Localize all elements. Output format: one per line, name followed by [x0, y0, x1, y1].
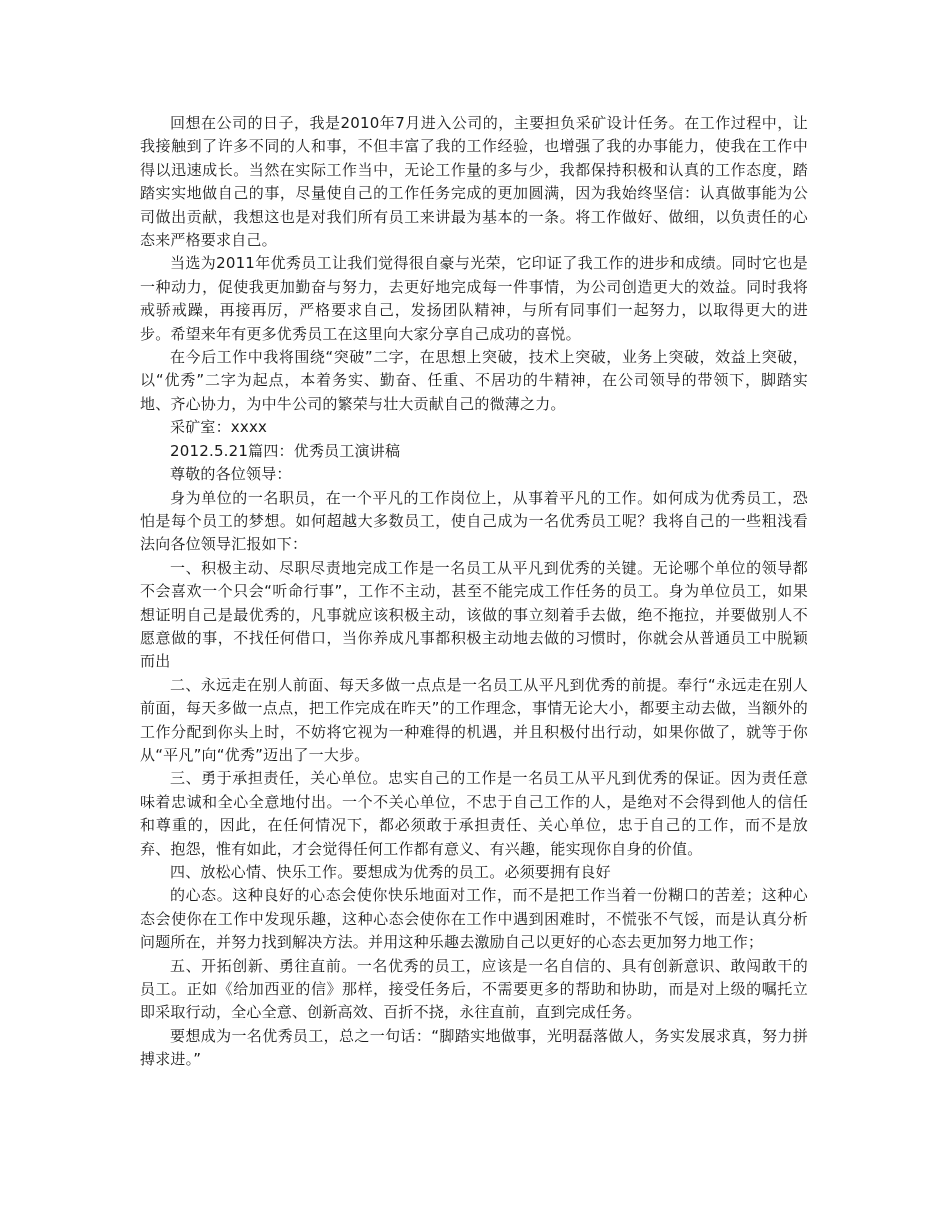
paragraph-point-four-continued: 的心态。这种良好的心态会使你快乐地面对工作，而不是把工作当着一份糊口的苦差；这种心态会使你在工作中发现乐趣，这种心态会使你在工作中遇到困难时，不慌张不气馁，而是认真分析问题所在，并努力找到解决方法。并用这种乐趣去激励自己以更好的心态去更加努力地工作；	[140, 886, 808, 952]
paragraph-point-five: 五、开拓创新、勇往直前。一名优秀的员工，应该是一名自信的、具有创新意识、敢闯敢干的员工。正如《给加西亚的信》那样，接受任务后，不需要更多的帮助和协助，而是对上级的嘱托立即采取行动，全心全意、创新高效、百折不挠，永往直前，直到完成任务。	[140, 956, 808, 1022]
paragraph-point-four: 四、放松心情、快乐工作。要想成为优秀的员工。必须要拥有良好	[170, 863, 611, 881]
paragraph-intro: 身为单位的一名职员，在一个平凡的工作岗位上，从事着平凡的工作。如何成为优秀员工，恐怕是每个员工的梦想。如何超越大多数员工，使自己成为一名优秀员工呢？我将自己的一些粗浅看法向各位领导汇报如下：	[140, 488, 808, 554]
document-body	[140, 112, 808, 1072]
paragraph-point-three: 三、勇于承担责任，关心单位。忠实自己的工作是一名员工从平凡到优秀的保证。因为责任意味着忠诚和全心全意地付出。一个不关心单位，不忠于自己工作的人，是绝对不会得到他人的信任和尊重的，因此，在任何情况下，都必须敢于承担责任、关心单位，忠于自己的工作，而不是放弃、抱怨，惟有如此，才会觉得任何工作都有意义、有兴趣，能实现你自身的价值。	[140, 769, 808, 858]
date-and-section-title: 2012.5.21篇四：优秀员工演讲稿	[170, 441, 401, 460]
paragraph-point-one: 一、积极主动、尽职尽责地完成工作是一名员工从平凡到优秀的关键。无论哪个单位的领导都不会喜欢一个只会“听命行事”，工作不主动，甚至不能完成工作任务的员工。身为单位员工，如果想证明自己是最优秀的，凡事就应该积极主动，该做的事立刻着手去做，绝不拖拉，并要做别人不愿意做的事，不找任何借口，当你养成凡事都积极主动地去做的习惯时，你就会从普通员工中脱颖而出	[140, 558, 808, 671]
paragraph-point-two: 二、永远走在别人前面、每天多做一点点是一名员工从平凡到优秀的前提。奉行“永远走在别人前面，每天多做一点点，把工作完成在昨天”的工作理念，事情无论大小，都要主动去做，当额外的工作分配到你头上时，不妨将它视为一种难得的机遇，并且积极付出行动，如果你做了，就等于你从“平凡”向“优秀”迈出了一大步。	[140, 675, 808, 764]
salutation: 尊敬的各位领导：	[170, 465, 292, 484]
paragraph-award: 当选为2011年优秀员工让我们觉得很自豪与光荣，它印证了我工作的进步和成绩。同时它也是一种动力，促使我更加勤奋与努力，去更好地完成每一件事情，为公司创造更大的效益。同时我将戒骄戒躁，再接再厉，严格要求自己，发扬团队精神，与所有同事们一起努力，以取得更大的进步。希望来年有更多优秀员工在这里向大家分享自己成功的喜悦。	[140, 254, 808, 343]
signature-department: 采矿室：xxxx	[170, 418, 268, 437]
paragraph-conclusion: 要想成为一名优秀员工，总之一句话：“脚踏实地做事，光明磊落做人，务实发展求真，努力拼搏求进。”	[140, 1026, 808, 1069]
paragraph-recollection: 回想在公司的日子，我是2010年7月进入公司的，主要担负采矿设计任务。在工作过程中，让我接触到了许多不同的人和事，不但丰富了我的工作经验，也增强了我的办事能力，使我在工作中得以迅速成长。当然在实际工作当中，无论工作量的多与少，我都保持积极和认真的工作态度，踏踏实实地做自己的事，尽量使自己的工作任务完成的更加圆满，因为我始终坚信：认真做事能为公司做出贡献，我想这也是对我们所有员工来讲最为基本的一条。将工作做好、做细，以负责任的心态来严格要求自己。	[140, 114, 808, 250]
paragraph-future-work: 在今后工作中我将围绕“突破”二字，在思想上突破，技术上突破，业务上突破，效益上突破，以“优秀”二字为起点，本着务实、勤奋、任重、不居功的牛精神，在公司领导的带领下，脚踏实地、齐心协力，为中牛公司的繁荣与壮大贡献自己的微薄之力。	[140, 348, 808, 413]
